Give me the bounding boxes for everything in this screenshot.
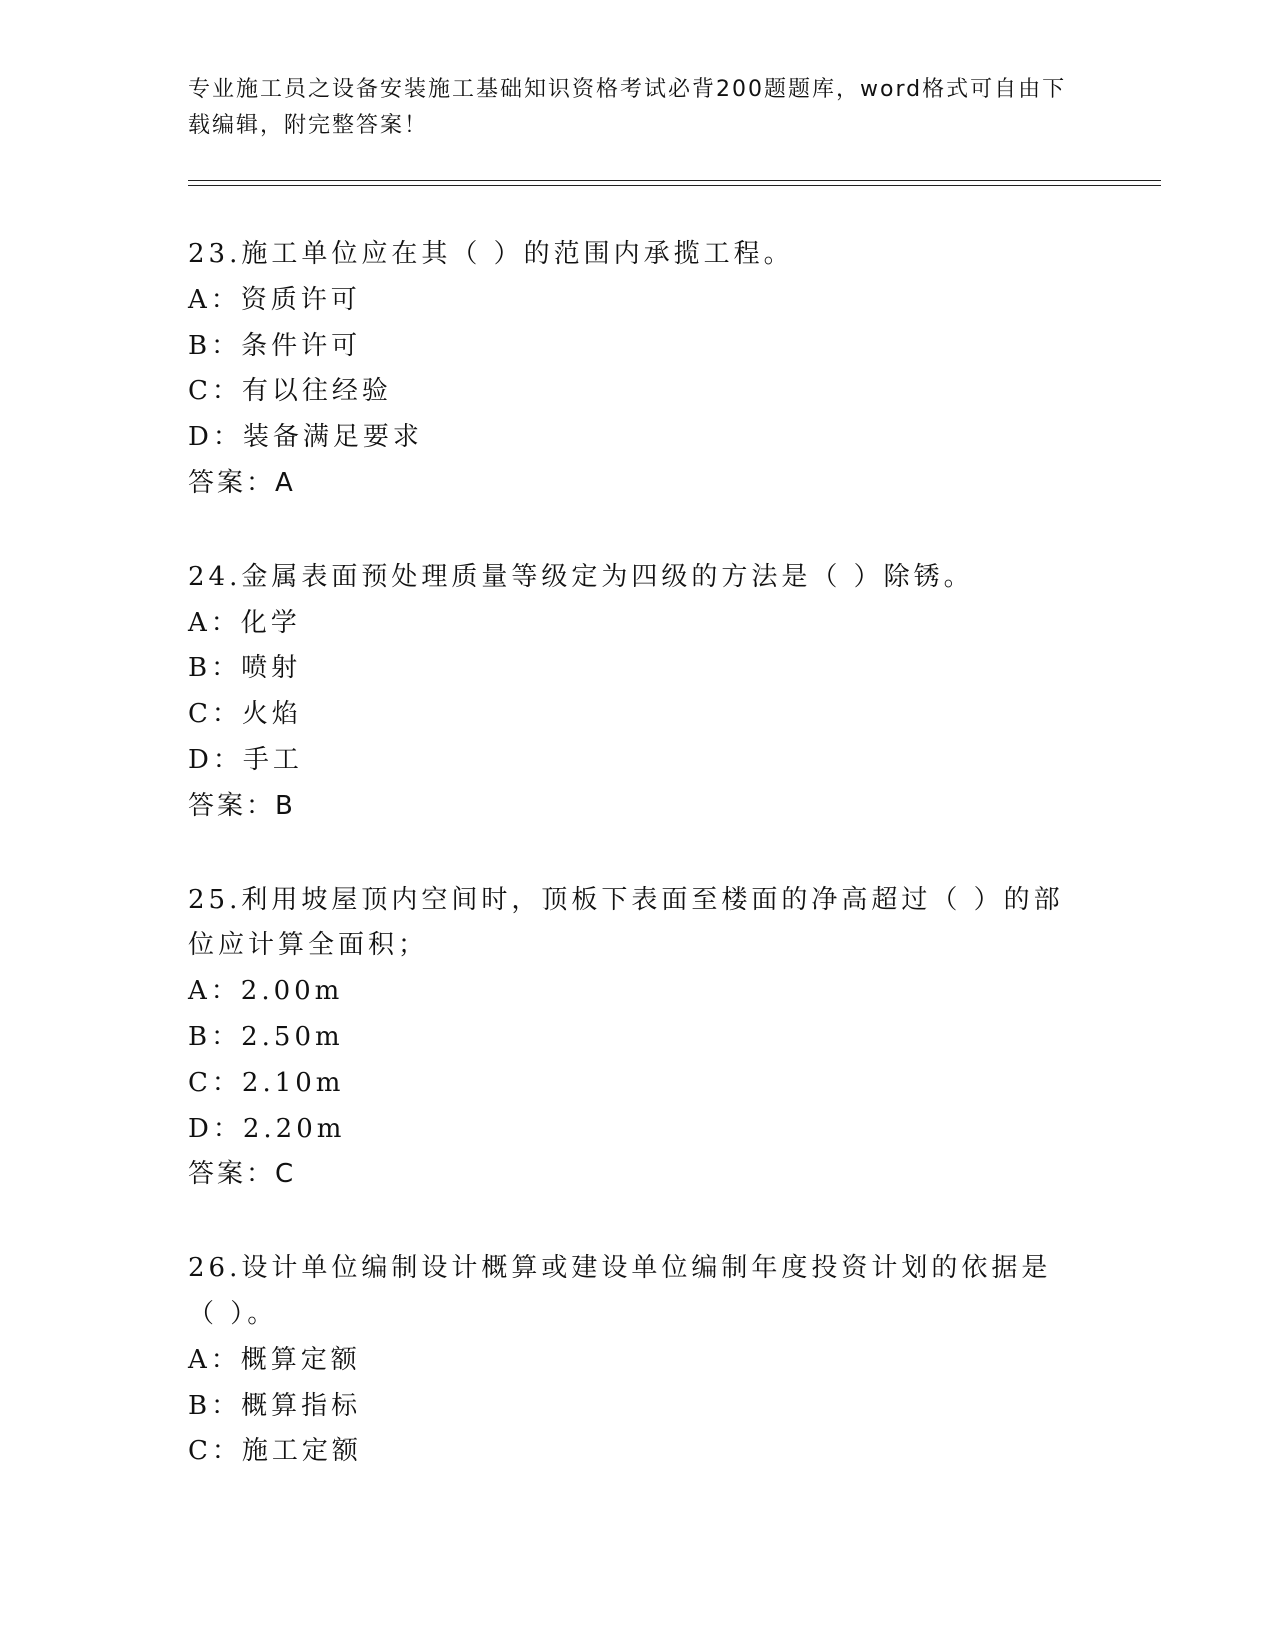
option-c [188,1429,1068,1475]
option-text: 2.00m [240,976,344,1007]
option-d [188,415,1068,461]
question-24 [188,555,1068,830]
option-text: 有以往经验 [241,376,392,407]
option-key: A： [188,976,241,1007]
option-text: 条件许可 [241,330,362,361]
option-key: A： [188,607,241,638]
option-text: 概算指标 [241,1390,362,1421]
option-key: C： [188,376,242,407]
option-key: B： [188,330,242,361]
answer-line [188,784,1068,830]
option-text: 施工定额 [241,1436,362,1467]
answer-value: C [275,1159,297,1190]
question-stem: 25.利用坡屋顶内空间时，顶板下表面至楼面的净高超过（ ）的部位应计算全面积； [188,884,1064,961]
option-b [188,1015,1068,1061]
option-key: B： [188,1390,242,1421]
option-text: 概算定额 [240,1344,361,1375]
option-text: 资质许可 [240,284,361,315]
option-b [188,324,1068,370]
header-divider-bottom [188,185,1161,186]
header-divider-top [188,180,1161,181]
question-26 [188,1246,1068,1475]
option-text: 手工 [242,744,303,775]
option-key: A： [188,1344,241,1375]
option-b [188,646,1068,692]
option-text: 火焰 [241,699,302,730]
option-key: A： [188,284,241,315]
option-a [188,278,1068,324]
option-key: B： [188,653,242,684]
option-a [188,1338,1068,1384]
option-key: C： [188,1436,242,1467]
option-c [188,369,1068,415]
option-b [188,1384,1068,1430]
question-list [188,232,1068,1523]
question-25 [188,878,1068,1199]
option-text: 2.10m [241,1067,345,1098]
option-key: C： [188,1067,242,1098]
answer-value: A [275,467,296,498]
answer-label: 答案： [188,790,276,821]
option-c [188,1061,1068,1107]
option-key: C： [188,699,242,730]
option-text: 装备满足要求 [242,422,423,453]
option-text: 2.50m [241,1021,344,1052]
question-stem: 23.施工单位应在其（ ）的范围内承揽工程。 [188,239,794,269]
question-stem: 24.金属表面预处理质量等级定为四级的方法是（ ）除锈。 [188,561,974,592]
option-key: D： [188,422,243,453]
option-text: 喷射 [241,653,302,684]
option-text: 化学 [240,607,301,638]
option-c [188,692,1068,738]
question-23 [188,232,1068,507]
answer-label: 答案： [188,1159,276,1190]
answer-line [188,1152,1068,1198]
document-header: 专业施工员之设备安装施工基础知识资格考试必背200题题库，word格式可自由下载编辑，附完整答案！ [188,77,1067,138]
option-a [188,969,1068,1015]
option-d [188,1107,1068,1153]
option-d [188,738,1068,784]
option-text: 2.20m [242,1113,346,1144]
question-stem: 26.设计单位编制设计概算或建设单位编制年度投资计划的依据是（ ）。 [188,1253,1052,1329]
answer-value: B [275,790,296,821]
answer-label: 答案： [188,467,276,498]
option-a [188,601,1068,647]
option-key: B： [188,1021,242,1052]
option-key: D： [188,744,243,775]
option-key: D： [188,1113,243,1144]
answer-line [188,461,1068,507]
